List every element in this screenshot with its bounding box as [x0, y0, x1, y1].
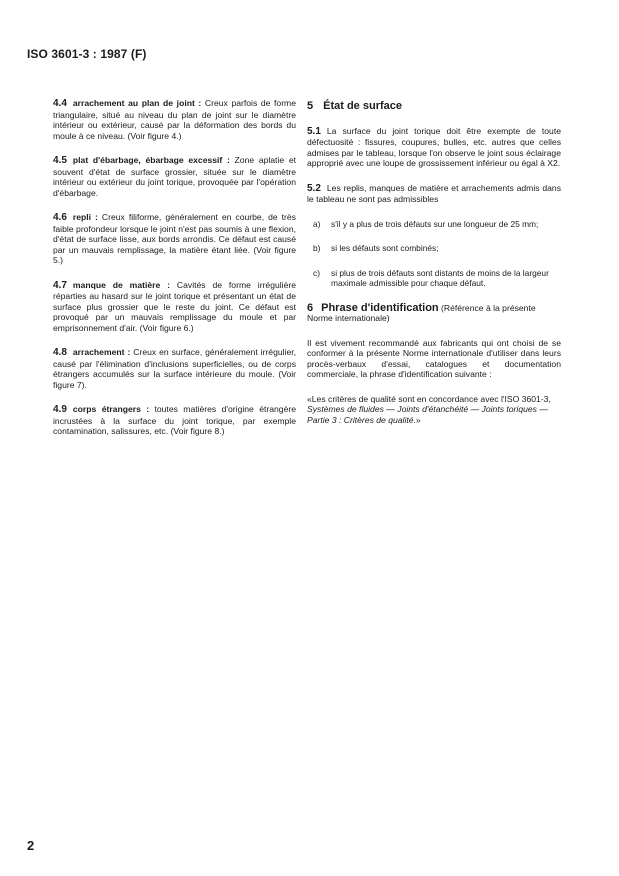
list-item-label: c) [313, 267, 320, 278]
clause-term: repli : [72, 212, 98, 222]
section-reference: (Référence à la présente Norme internationale) [307, 302, 536, 323]
list-item-text: si les défauts sont combinés; [331, 243, 439, 253]
clause-term: arrachement au plan de joint : [72, 98, 202, 108]
quote-title: Systèmes de fluides — Joints d'étanchéité — Joints toriques — Partie 3 : Critères de qualité [307, 404, 548, 425]
clause-term: corps étrangers : [72, 404, 150, 414]
clause-5-2 [307, 183, 561, 205]
left-column [53, 98, 296, 451]
clause-4-5 [53, 155, 296, 198]
identification-quote [307, 394, 561, 426]
clause-5-1 [307, 126, 561, 169]
clause-number: 4.5 [53, 155, 67, 166]
list-item-text: si plus de trois défauts sont distants de moins de la largeur maximale admissible pour chaque défaut. [331, 267, 549, 288]
clause-number: 4.7 [53, 279, 67, 291]
list-item [307, 268, 561, 289]
clause-number: 5.1 [307, 125, 321, 137]
clause-text: Creux filiforme, généralement en courbe, de très faible profondeur lorsque le joint n'est pas soumis à une flexion, d'état de surface lisse, aux bords arrondis. Ce défaut est causé par un mauvais remplissage, la matière étant liée. (Voir figure 5.) [53, 212, 296, 265]
clause-text: Cavités de forme irrégulière réparties au hasard sur le joint torique et présentant un état de surface plus grossier que le reste du joint. Ce défaut est provoqué par un mauvais remplissage du moule et par emprisonnement d'air. (Voir figure 6.) [53, 279, 296, 333]
section-title: Phrase d'identification [321, 301, 439, 314]
clause-number: 5.2 [307, 182, 321, 194]
clause-number: 4.8 [53, 347, 67, 358]
clause-term: arrachement : [72, 347, 131, 357]
section-title: État de surface [323, 100, 402, 112]
clause-text: Creux parfois de forme triangulaire, situé au niveau du plan de joint sur le diamètre intérieur ou extérieur, causé par la déformation des bords du moule à ce niveau. (Voir figure 4.) [53, 98, 297, 141]
list-item-label: b) [313, 243, 321, 253]
clause-term: plat d'ébarbage, ébarbage excessif : [72, 155, 230, 165]
clause-4-8 [53, 347, 296, 390]
section-6-body: Il est vivement recommandé aux fabricants qui ont choisi de se conformer à la présente Norme internationale d'utiliser dans leurs procès-verbaux d'essai, catalogues et documentation commerciale, la phrase d'identification suivante : [307, 337, 561, 379]
quote-start: «Les critères de qualité sont en concordance avec l'ISO 3601-3, [307, 393, 551, 404]
clause-text: Les replis, manques de matière et arrachements admis dans le tableau ne sont pas admissibles [307, 182, 561, 204]
document-header: ISO 3601-3 : 1987 (F) [27, 47, 147, 61]
page-number: 2 [27, 838, 35, 853]
clause-4-6 [53, 212, 296, 266]
clause-number: 4.6 [53, 212, 67, 223]
section-number: 5 [307, 100, 314, 112]
quote-end: .» [413, 414, 421, 425]
clause-number: 4.4 [53, 98, 67, 109]
section-number: 6 [307, 301, 314, 314]
list-item-label: a) [313, 218, 321, 229]
section-6-heading [307, 303, 561, 324]
section-5-heading [307, 101, 561, 112]
right-column [307, 98, 561, 425]
clause-text: toutes matières d'origine étrangère incrustées à la surface du joint torique, par exemple contamination, salissures, etc. (Voir figure 8.) [53, 404, 296, 436]
clause-4-9 [53, 404, 296, 437]
list-item [307, 243, 561, 254]
clause-text: Zone aplatie et souvent d'état de surface grossier, située sur le diamètre intérieur ou extérieur du joint torique, provoquée par l'opération d'ébarbage. [53, 155, 296, 198]
clause-term: manque de matière : [72, 279, 171, 290]
list-item-text: s'il y a plus de trois défauts sur une longueur de 25 mm; [331, 218, 539, 229]
clause-text: Creux en surface, généralement irrégulier, causé par l'élimination d'inclusions superficielles, ou de corps étrangers accumulés sur la surface intérieure du moule. (Voir figure 7). [53, 347, 296, 390]
clause-4-7 [53, 280, 296, 334]
clause-4-4 [53, 98, 296, 141]
list-item [307, 219, 561, 230]
clause-text: La surface du joint torique doit être exempte de toute défectuosité : fissures, coupures, bulles, etc. autres que celles admises par le tableau, lorsque l'on observe le joint sous éclairage approprié avec une loupe de grossissement inférieur ou égal à X2. [307, 125, 561, 168]
clause-number: 4.9 [53, 404, 67, 415]
